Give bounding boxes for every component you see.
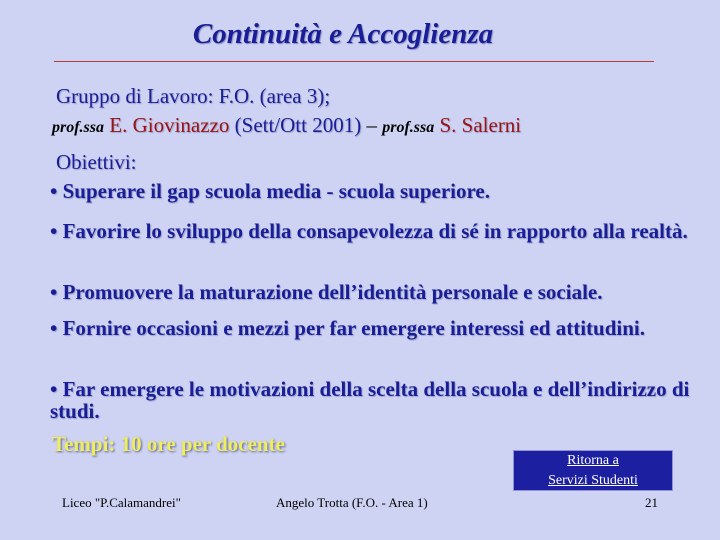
slide-number: 21 xyxy=(645,495,658,510)
objective-item: • Promuovere la maturazione dell’identità personale e sociale. xyxy=(50,280,603,304)
footer-author: Angelo Trotta (F.O. - Area 1) xyxy=(276,495,428,510)
teachers-line xyxy=(52,113,521,138)
footer-school: Liceo "P.Calamandrei" xyxy=(62,495,181,510)
objective-item: • Fornire occasioni e mezzi per far emergere interessi ed attitudini. xyxy=(50,316,646,340)
work-group-line: Gruppo di Lavoro: F.O. (area 3); xyxy=(56,84,331,108)
slide-title: Continuità e Accoglienza xyxy=(192,18,494,50)
objective-item: • Favorire lo sviluppo della consapevolezza di sé in rapporto alla realtà. xyxy=(50,219,688,243)
return-button-line1: Ritorna a xyxy=(567,453,619,468)
teacher-name-2: S. Salerni xyxy=(439,113,522,137)
time-info: Tempi: 10 ore per docente xyxy=(52,432,285,456)
prof-prefix-1: prof.ssa xyxy=(52,119,105,136)
period: (Sett/Ott 2001) xyxy=(234,113,362,137)
objective-item: • Far emergere le motivazioni della scelta della scuola e dell’indirizzo di studi. xyxy=(50,377,690,423)
title-divider xyxy=(54,61,654,62)
return-to-student-services-button[interactable] xyxy=(513,450,673,491)
return-button-line2: Servizi Studenti xyxy=(548,473,638,488)
objectives-label: Obiettivi: xyxy=(56,150,137,174)
prof-prefix-2: prof.ssa xyxy=(382,119,435,136)
objective-item: • Superare il gap scuola media - scuola superiore. xyxy=(50,179,490,203)
dash-separator: – xyxy=(366,113,377,137)
teacher-name-1: E. Giovinazzo xyxy=(109,113,230,137)
